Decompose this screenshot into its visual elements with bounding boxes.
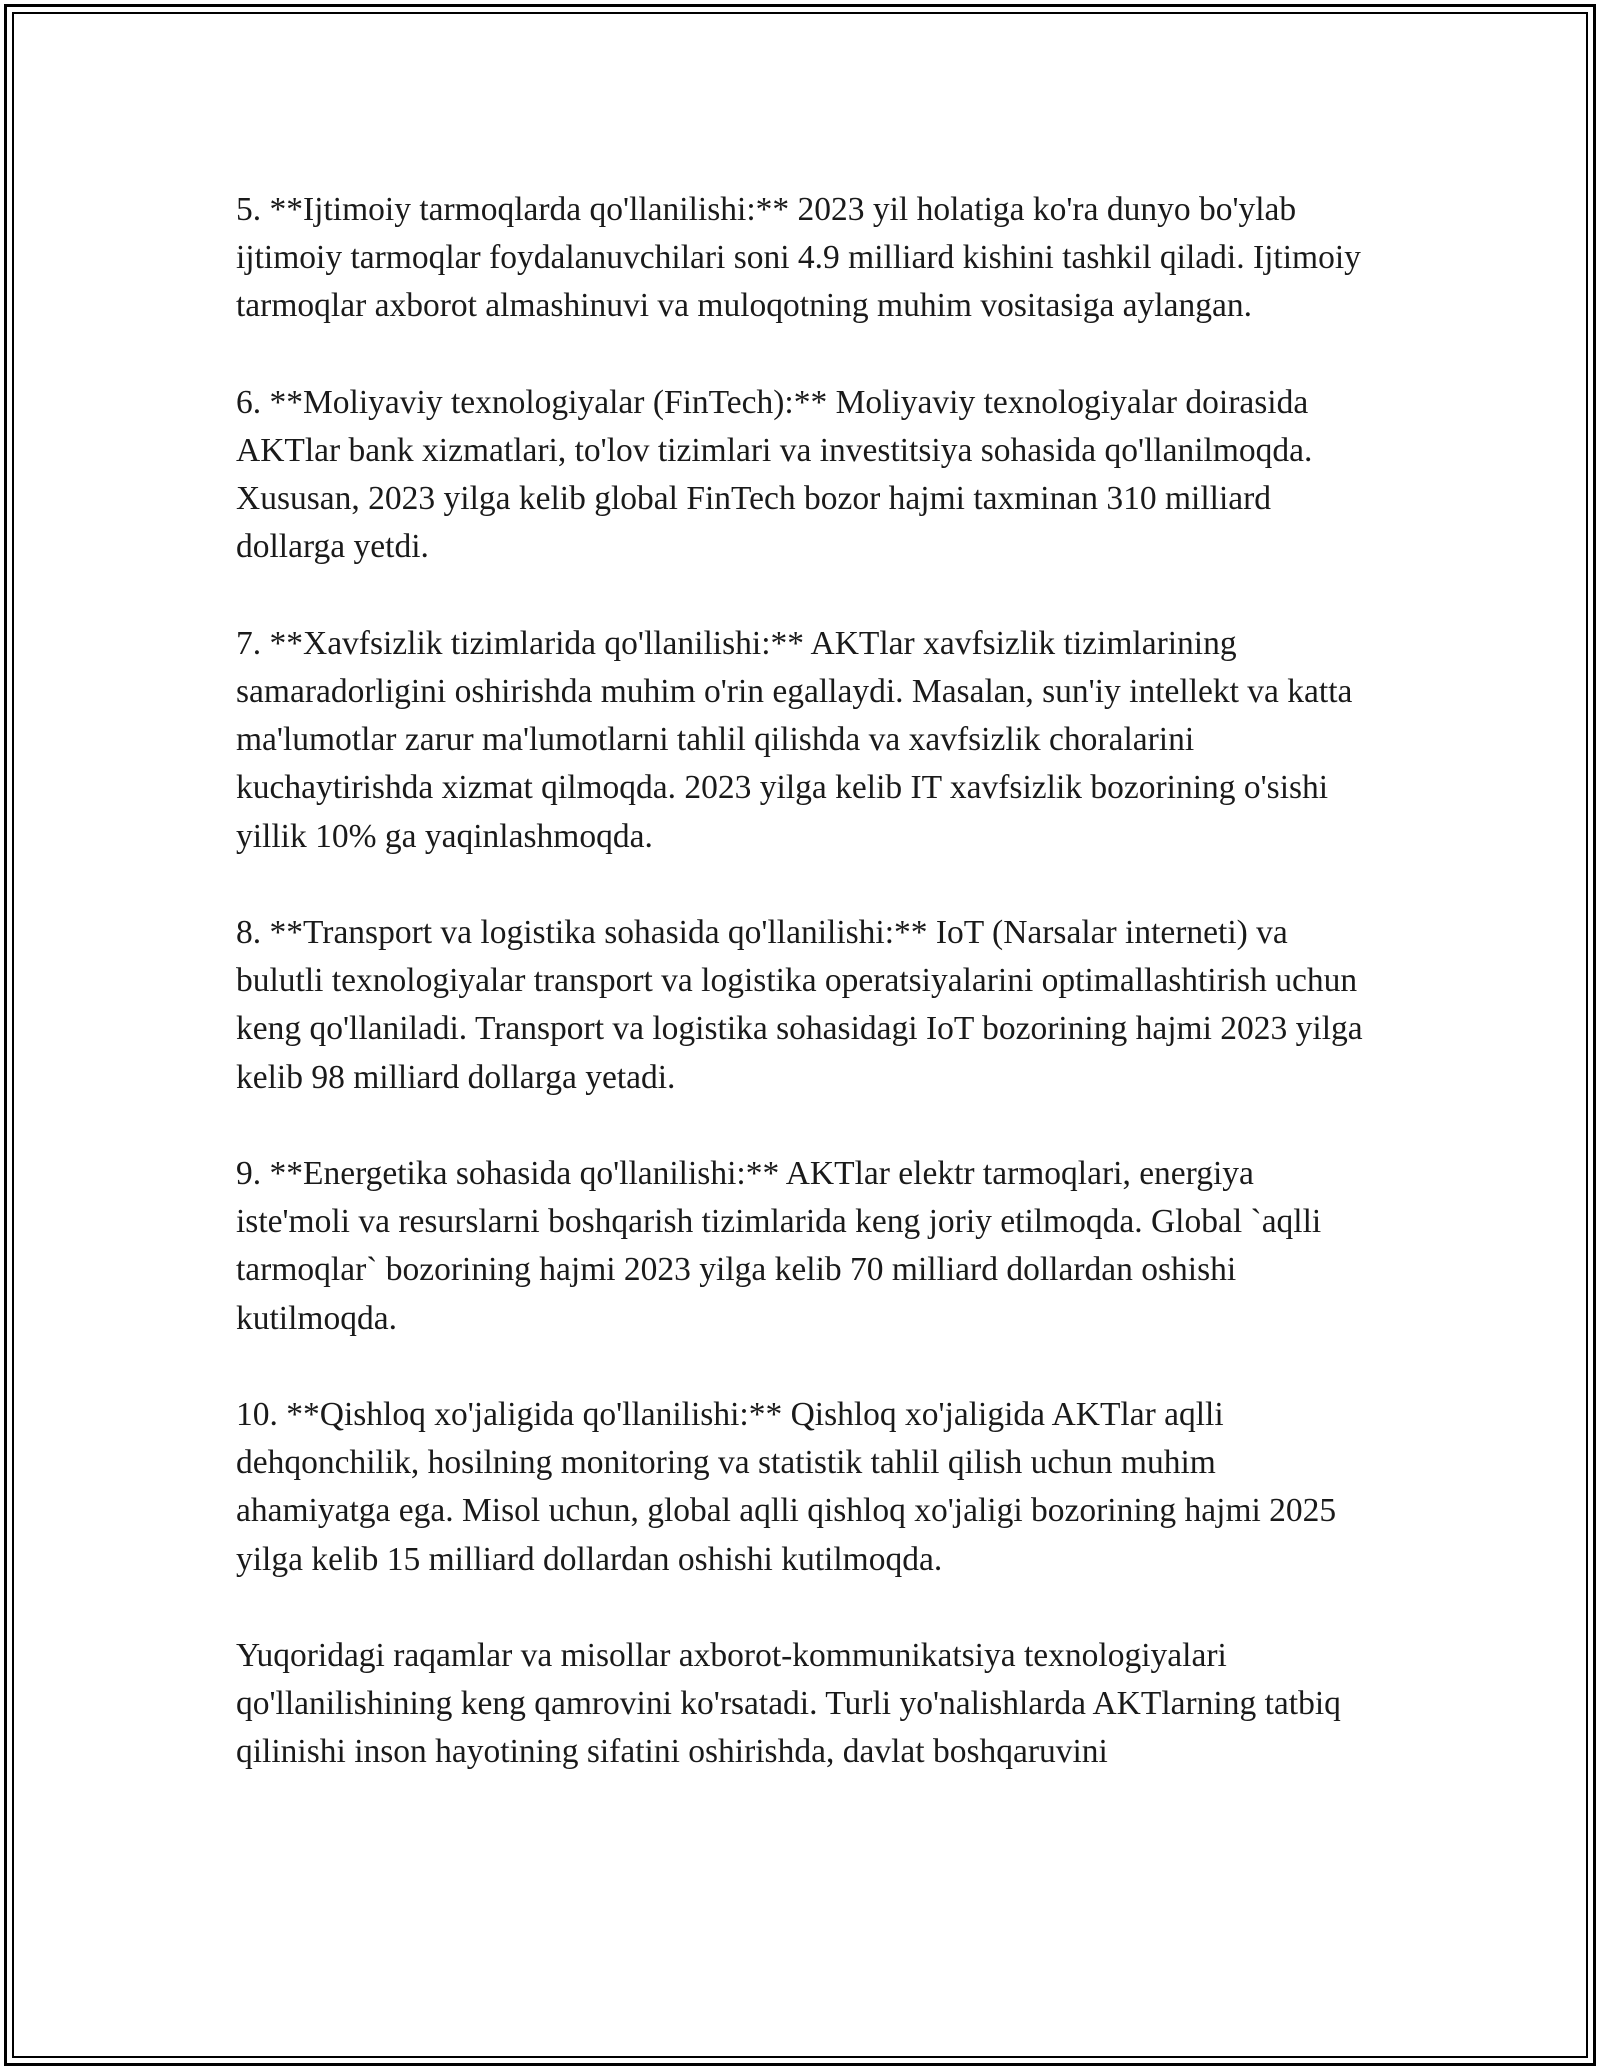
paragraph-social-networks: 5. **Ijtimoiy tarmoqlarda qo'llanilishi:** 2023 yil holatiga ko'ra dunyo bo'ylab ijtimoiy tarmoqlar foydalanuvchilari soni 4.9 milliard kishini tashkil qiladi. Ijtimoiy tarmoqlar axborot almashinuvi va muloqotning muhim vositasiga aylangan.: [236, 191, 1361, 325]
paragraph-fintech: 6. **Moliyaviy texnologiyalar (FinTech):** Moliyaviy texnologiyalar doirasida AKTlar bank xizmatlari, to'lov tizimlari va investitsiya sohasida qo'llanilmoqda. Xususan, 2023 yilga kelib global FinTech bozor hajmi taxminan 310 milliard dollarga yetdi.: [236, 383, 1313, 566]
paragraph-agriculture: 10. **Qishloq xo'jaligida qo'llanilishi:** Qishloq xo'jaligida AKTlar aqlli dehqonchilik, hosilning monitoring va statistik tahlil qilish uchun muhim ahamiyatga ega. Misol uchun, global aqlli qishloq xo'jaligi bozorining hajmi 2025 yilga kelib 15 milliard dollardan oshishi kutilmoqda.: [236, 1396, 1337, 1578]
paragraph-energy: 9. **Energetika sohasida qo'llanilishi:** AKTlar elektr tarmoqlari, energiya iste'moli va resurslarni boshqarish tizimlarida keng joriy etilmoqda. Global `aqlli tarmoqlar` bozorining hajmi 2023 yilga kelib 70 milliard dollardan oshishi kutilmoqda.: [236, 1155, 1322, 1337]
paragraph-transport-logistics: 8. **Transport va logistika sohasida qo'llanilishi:** IoT (Narsalar interneti) va bulutli texnologiyalar transport va logistika operatsiyalarini optimallashtirish uchun keng qo'llaniladi. Transport va logistika sohasidagi IoT bozorining hajmi 2023 yilga kelib 98 milliard dollarga yetadi.: [236, 914, 1363, 1096]
document-body: [236, 186, 1376, 1777]
paragraph-security-systems: 7. **Xavfsizlik tizimlarida qo'llanilishi:** AKTlar xavfsizlik tizimlarining samaradorligini oshirishda muhim o'rin egallaydi. Masalan, sun'iy intellekt va katta ma'lumotlar zarur ma'lumotlarni tahlil qilishda va xavfsizlik choralarini kuchaytirishda xizmat qilmoqda. 2023 yilga kelib IT xavfsizlik bozorining o'sishi yillik 10% ga yaqinlashmoqda.: [236, 624, 1353, 855]
paragraph-conclusion: Yuqoridagi raqamlar va misollar axborot-kommunikatsiya texnologiyalari qo'llanilishining keng qamrovini ko'rsatadi. Turli yo'nalishlarda AKTlarning tatbiq qilinishi inson hayotining sifatini oshirishda, davlat boshqaruvini: [236, 1637, 1341, 1771]
